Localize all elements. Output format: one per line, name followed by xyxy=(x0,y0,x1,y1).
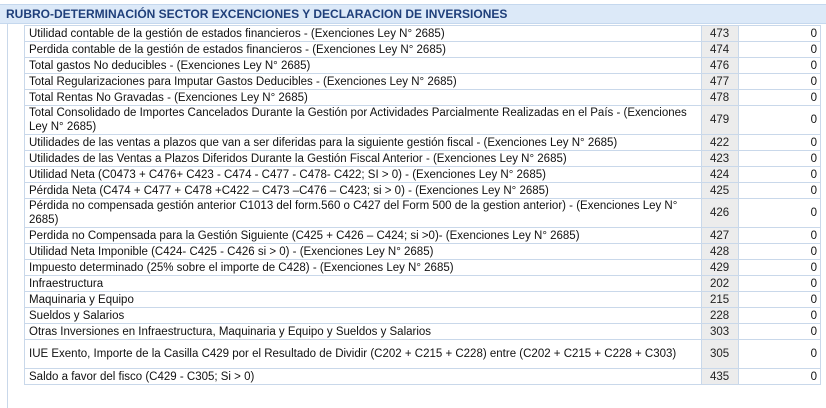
declaration-table xyxy=(24,25,821,385)
row-code: 425 xyxy=(701,183,738,199)
row-label: Utilidad contable de la gestión de estados financieros - (Exenciones Ley N° 2685) xyxy=(25,26,702,42)
row-code: 477 xyxy=(701,74,738,90)
table-row xyxy=(25,151,821,167)
row-value[interactable]: 0 xyxy=(738,276,820,292)
row-value[interactable]: 0 xyxy=(738,183,820,199)
table-row xyxy=(25,90,821,106)
row-label: Otras Inversiones en Infraestructura, Maquinaria y Equipo y Sueldos y Salarios xyxy=(25,324,702,340)
row-code: 424 xyxy=(701,167,738,183)
table-row xyxy=(25,199,821,228)
row-value[interactable]: 0 xyxy=(738,74,820,90)
row-label: Pérdida no compensada gestión anterior C1013 del form.560 o C427 del Form 500 de la gestion anterior) - (Exenciones Ley N° 2685) xyxy=(25,199,702,228)
row-value[interactable]: 0 xyxy=(738,308,820,324)
table-row xyxy=(25,74,821,90)
row-label: Perdida contable de la gestión de estados financieros - (Exenciones Ley N° 2685) xyxy=(25,42,702,58)
row-label: Utilidad Neta (C0473 + C476+ C423 - C474 - C477 - C478- C422; SI > 0) - (Exenciones Ley N° 2685) xyxy=(25,167,702,183)
row-label: Total Regularizaciones para Imputar Gastos Deducibles - (Exenciones Ley N° 2685) xyxy=(25,74,702,90)
row-code: 474 xyxy=(701,42,738,58)
row-label: Infraestructura xyxy=(25,276,702,292)
row-code: 427 xyxy=(701,228,738,244)
table-row xyxy=(25,308,821,324)
row-code: 473 xyxy=(701,26,738,42)
table-row xyxy=(25,42,821,58)
row-label: Utilidades de las Ventas a Plazos Diferidos Durante la Gestión Fiscal Anterior - (Exenciones Ley N° 2685) xyxy=(25,151,702,167)
row-value[interactable]: 0 xyxy=(738,260,820,276)
row-code: 479 xyxy=(701,106,738,135)
row-code: 476 xyxy=(701,58,738,74)
row-label: Total Consolidado de Importes Cancelados Durante la Gestión por Actividades Parcialmente Realizadas en el País - (Exenciones Ley N° 2685) xyxy=(25,106,702,135)
table-row xyxy=(25,228,821,244)
row-label: Total Rentas No Gravadas - (Exenciones Ley N° 2685) xyxy=(25,90,702,106)
row-value[interactable]: 0 xyxy=(738,58,820,74)
table-row xyxy=(25,167,821,183)
row-code: 422 xyxy=(701,135,738,151)
table-row xyxy=(25,276,821,292)
table-row xyxy=(25,183,821,199)
row-code: 305 xyxy=(701,340,738,369)
row-label: Utilidad Neta Imponible (C424- C425 - C426 si > 0) - (Exenciones Ley N° 2685) xyxy=(25,244,702,260)
row-value[interactable]: 0 xyxy=(738,26,820,42)
table-row xyxy=(25,106,821,135)
row-label: Total gastos No deducibles - (Exenciones Ley N° 2685) xyxy=(25,58,702,74)
section-title: RUBRO-DETERMINACIÓN SECTOR EXCENCIONES Y DECLARACION DE INVERSIONES xyxy=(6,7,508,21)
row-code: 423 xyxy=(701,151,738,167)
row-value[interactable]: 0 xyxy=(738,106,820,135)
row-value[interactable]: 0 xyxy=(738,369,820,385)
row-code: 435 xyxy=(701,369,738,385)
row-value[interactable]: 0 xyxy=(738,90,820,106)
row-label: IUE Exento, Importe de la Casilla C429 por el Resultado de Dividir (C202 + C215 + C228) entre (C202 + C215 + C228 + C303) xyxy=(25,340,702,369)
row-label: Perdida no Compensada para la Gestión Siguiente (C425 + C426 – C424; si >0)- (Exenciones Ley N° 2685) xyxy=(25,228,702,244)
row-label: Maquinaria y Equipo xyxy=(25,292,702,308)
table-row xyxy=(25,369,821,385)
row-label: Saldo a favor del fisco (C429 - C305; Si > 0) xyxy=(25,369,702,385)
row-value[interactable]: 0 xyxy=(738,135,820,151)
table-row xyxy=(25,340,821,369)
row-code: 202 xyxy=(701,276,738,292)
table-row xyxy=(25,324,821,340)
row-code: 478 xyxy=(701,90,738,106)
row-value[interactable]: 0 xyxy=(738,340,820,369)
table-row xyxy=(25,26,821,42)
row-code: 215 xyxy=(701,292,738,308)
row-value[interactable]: 0 xyxy=(738,42,820,58)
row-code: 428 xyxy=(701,244,738,260)
table-row xyxy=(25,58,821,74)
section-header xyxy=(0,4,826,24)
row-value[interactable]: 0 xyxy=(738,292,820,308)
row-code: 303 xyxy=(701,324,738,340)
row-label: Impuesto determinado (25% sobre el importe de C428) - (Exenciones Ley N° 2685) xyxy=(25,260,702,276)
row-value[interactable]: 0 xyxy=(738,199,820,228)
table-row xyxy=(25,292,821,308)
table-row xyxy=(25,244,821,260)
row-label: Utilidades de las ventas a plazos que van a ser diferidas para la siguiente gestión fiscal - (Exenciones Ley N° 2685) xyxy=(25,135,702,151)
row-value[interactable]: 0 xyxy=(738,228,820,244)
row-code: 228 xyxy=(701,308,738,324)
row-value[interactable]: 0 xyxy=(738,167,820,183)
table-row xyxy=(25,260,821,276)
row-value[interactable]: 0 xyxy=(738,244,820,260)
row-label: Sueldos y Salarios xyxy=(25,308,702,324)
table-row xyxy=(25,135,821,151)
row-code: 426 xyxy=(701,199,738,228)
row-label: Pérdida Neta (C474 + C477 + C478 +C422 – C473 –C476 – C423; si > 0) - (Exenciones Ley N° 2685) xyxy=(25,183,702,199)
left-divider xyxy=(7,24,8,408)
row-code: 429 xyxy=(701,260,738,276)
row-value[interactable]: 0 xyxy=(738,324,820,340)
row-value[interactable]: 0 xyxy=(738,151,820,167)
